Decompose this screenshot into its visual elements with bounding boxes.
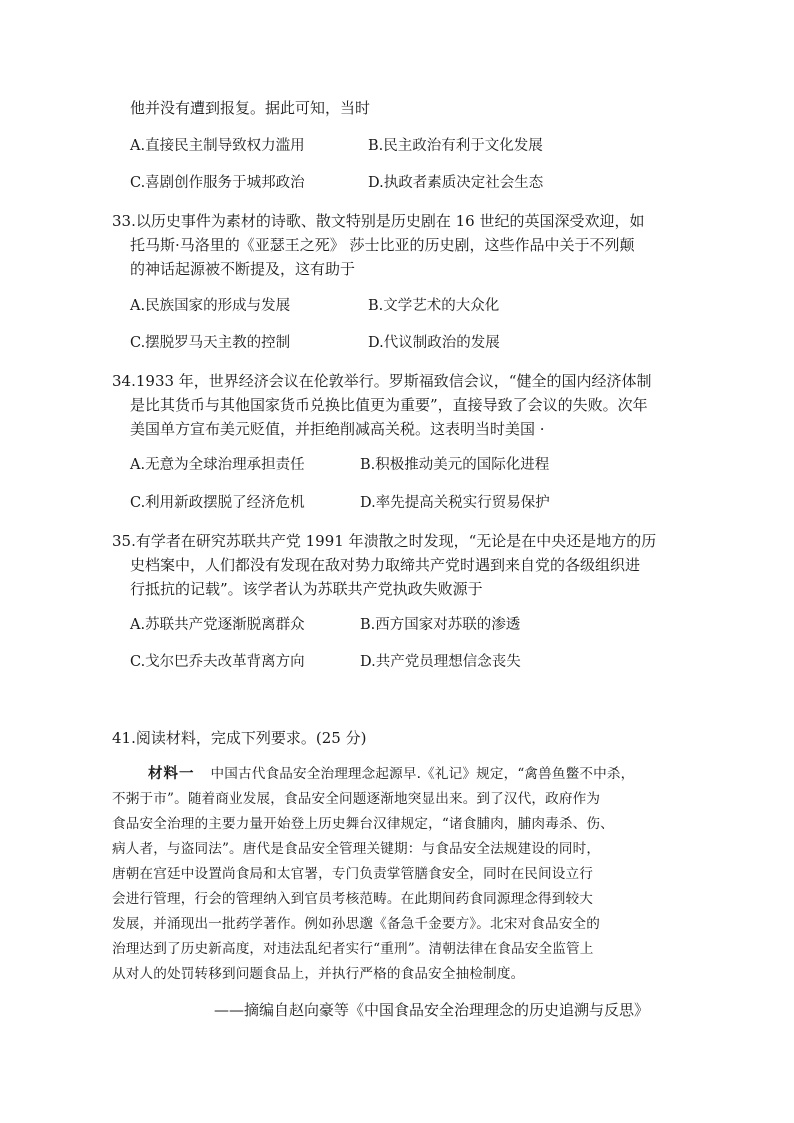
material-label: 材料一 — [148, 765, 195, 782]
q33-option-b: B.文学艺术的大众化 — [368, 298, 500, 314]
q41-material-line-7: 发展，并涌现出一批药学著作。例如孙思邈《备急千金要方》。北宋对食品安全的 — [112, 916, 600, 932]
q41-material-line-6: 会进行管理，行会的管理纳入到官员考核范畴。在此期间药食同源理念得到较大 — [112, 891, 594, 907]
q41-material-line-4: 病人者，与盗同法”。唐代是食品安全管理关键期：与食品安全法规建设的同时， — [112, 841, 601, 857]
q41-material-line-5: 唐朝在宫廷中设置尚食局和太官署，专门负责掌管膳食安全，同时在民间设立行 — [112, 866, 594, 882]
q34-stem-line-1: 34.1933 年，世界经济会议在伦敦举行。罗斯福致信会议，“健全的国内经济体制 — [112, 372, 652, 390]
q35-stem-line-3: 行抵抗的记载”。该学者认为苏联共产党执政失败源于 — [130, 580, 483, 598]
q41-prompt: 41.阅读材料，完成下列要求。(25 分) — [112, 729, 367, 747]
q35-option-a: A.苏联共产党逐渐脱离群众 — [130, 617, 305, 633]
q34-option-c: C.利用新政摆脱了经济危机 — [130, 495, 305, 511]
q35-option-d: D.共产党员理想信念丧失 — [360, 654, 521, 670]
q41-material-line-1 — [148, 764, 634, 784]
q33-option-a: A.民族国家的形成与发展 — [130, 298, 291, 314]
q32-option-c: C.喜剧创作服务于城邦政治 — [130, 175, 305, 191]
q41-material-line-9: 从对人的处罚转移到问题食品上，并执行严格的食品安全抽检制度。 — [112, 966, 525, 982]
q41-source-citation: ——摘编自赵向豪等《中国食品安全治理理念的历史追溯与反思》 — [214, 1001, 650, 1019]
q33-stem-line-3: 的神话起源被不断提及，这有助于 — [130, 260, 356, 278]
q32-option-b: B.民主政治有利于文化发展 — [368, 138, 543, 154]
q41-material-line-3: 食品安全治理的主要力量开始登上历史舞台汉律规定，“诸食脯肉，脯肉毒杀、伤、 — [112, 816, 614, 832]
q33-option-d: D.代议制政治的发展 — [368, 335, 500, 351]
q35-option-b: B.西方国家对苏联的渗透 — [360, 617, 521, 633]
material-text-1: 中国古代食品安全治理理念起源早.《礼记》规定，“禽兽鱼鳖不中杀， — [210, 766, 635, 782]
q35-stem-line-2: 史档案中，人们都没有发现在敌对势力取缔共产党时遇到来自党的各级组织进 — [130, 556, 641, 574]
q32-option-a: A.直接民主制导致权力滥用 — [130, 138, 305, 154]
q34-option-a: A.无意为全球治理承担责任 — [130, 457, 305, 473]
q34-option-b: B.积极推动美元的国际化进程 — [360, 457, 550, 473]
q41-material-line-2: 不粥于市”。随着商业发展，食品安全问题逐渐地突显出来。到了汉代，政府作为 — [112, 791, 601, 807]
q33-option-c: C.摆脱罗马天主教的控制 — [130, 335, 291, 351]
q32-stem-tail: 他并没有遭到报复。据此可知，当时 — [130, 99, 371, 117]
q41-material-line-8: 治理达到了历史新高度，对违法乱纪者实行“重刑”。清朝法律在食品安全监管上 — [112, 941, 594, 957]
q34-option-d: D.率先提高关税实行贸易保护 — [360, 495, 550, 511]
q34-stem-line-2: 是比其货币与其他国家货币兑换比值更为重要”，直接导致了会议的失败。次年 — [130, 396, 648, 414]
q33-stem-line-1: 33.以历史事件为素材的诗歌、散文特别是历史剧在 16 世纪的英国深受欢迎，如 — [112, 212, 645, 230]
q33-stem-line-2: 托马斯·马洛里的《亚瑟王之死》 莎士比亚的历史剧，这些作品中关于不列颠 — [130, 236, 635, 254]
q35-stem-line-1: 35.有学者在研究苏联共产党 1991 年溃散之时发现，“无论是在中央还是地方的历 — [112, 532, 657, 550]
q35-option-c: C.戈尔巴乔夫改革背离方向 — [130, 654, 305, 670]
q32-option-d: D.执政者素质决定社会生态 — [368, 175, 544, 191]
q34-stem-line-3: 美国单方宣布美元贬值，并拒绝削减高关税。这表明当时美国 · — [130, 420, 545, 438]
